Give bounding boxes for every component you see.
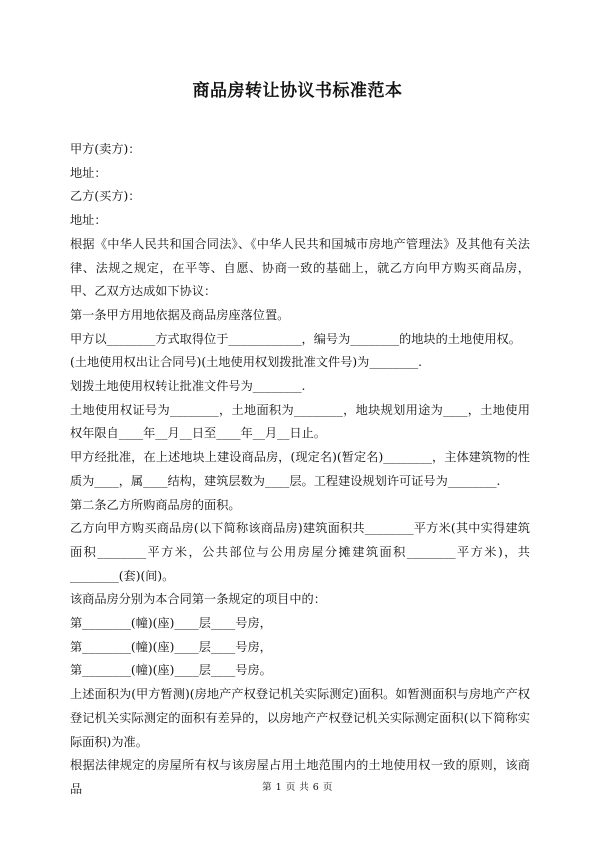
unit-line: 第________(幢)(座)____层____号房。 bbox=[70, 663, 272, 678]
article-1-heading: 第一条甲方用地依据及商品房座落位置。 bbox=[70, 307, 290, 322]
paragraph: 乙方向甲方购买商品房(以下简称该商品房)建筑面积共________平方米(其中实得建筑面积________平方米，公共部位与公用房屋分摊建筑面积________平方米)，共________(套)(间)。 bbox=[70, 521, 530, 583]
paragraph: (土地使用权出让合同号)(土地使用权划拨批准文件号)为________. bbox=[70, 355, 422, 370]
paragraph: 根据法律规定的房屋所有权与该房屋占用土地范围内的土地使用权一致的原则，该商品 bbox=[70, 758, 530, 796]
party-b-address: 地址： bbox=[70, 213, 107, 228]
party-a-address: 地址： bbox=[70, 165, 107, 180]
page-footer: 第 1 页 共 6 页 bbox=[262, 782, 333, 793]
paragraph: 土地使用权证号为________，土地面积为________，地块规划用途为____，土地使用权年限自____年__月__日至____年__月__日止。 bbox=[70, 402, 530, 441]
paragraph: 该商品房分别为本合同第一条规定的项目中的： bbox=[70, 592, 326, 607]
preamble-paragraph: 根据《中华人民共和国合同法》、《中华人民共和国城市房地产管理法》及其他有关法律、法规之规定，在平等、自愿、协商一致的基础上，就乙方向甲方购买商品房，甲、乙双方达成如下协议： bbox=[70, 236, 530, 299]
party-a-label: 甲方(卖方)： bbox=[70, 142, 141, 156]
paragraph: 上述面积为(甲方暂测)(房地产产权登记机关实际测定)面积。如暂测面积与房地产产权登记机关实际测定的面积有差异的，以房地产产权登记机关实际测定面积(以下简称实际面积)为准。 bbox=[70, 687, 530, 749]
unit-line: 第________(幢)(座)____层____号房， bbox=[70, 616, 272, 631]
paragraph: 甲方以________方式取得位于____________，编号为________的地块的土地使用权。 bbox=[70, 331, 521, 346]
document-title: 商品房转让协议书标准范本 bbox=[192, 81, 403, 101]
paragraph: 甲方经批准，在上述地块上建设商品房，(现定名)(暂定名)________，主体建筑物的性质为____，属____结构，建筑层数为____层。工程建设规划许可证号为________. bbox=[70, 450, 530, 488]
party-b-label: 乙方(买方)： bbox=[70, 189, 141, 204]
document-body bbox=[70, 138, 530, 802]
paragraph: 划拨土地使用权转让批准文件号为________. bbox=[70, 379, 306, 394]
unit-line: 第________(幢)(座)____层____号房， bbox=[70, 639, 272, 654]
article-2-heading: 第二条乙方所购商品房的面积。 bbox=[70, 497, 241, 512]
